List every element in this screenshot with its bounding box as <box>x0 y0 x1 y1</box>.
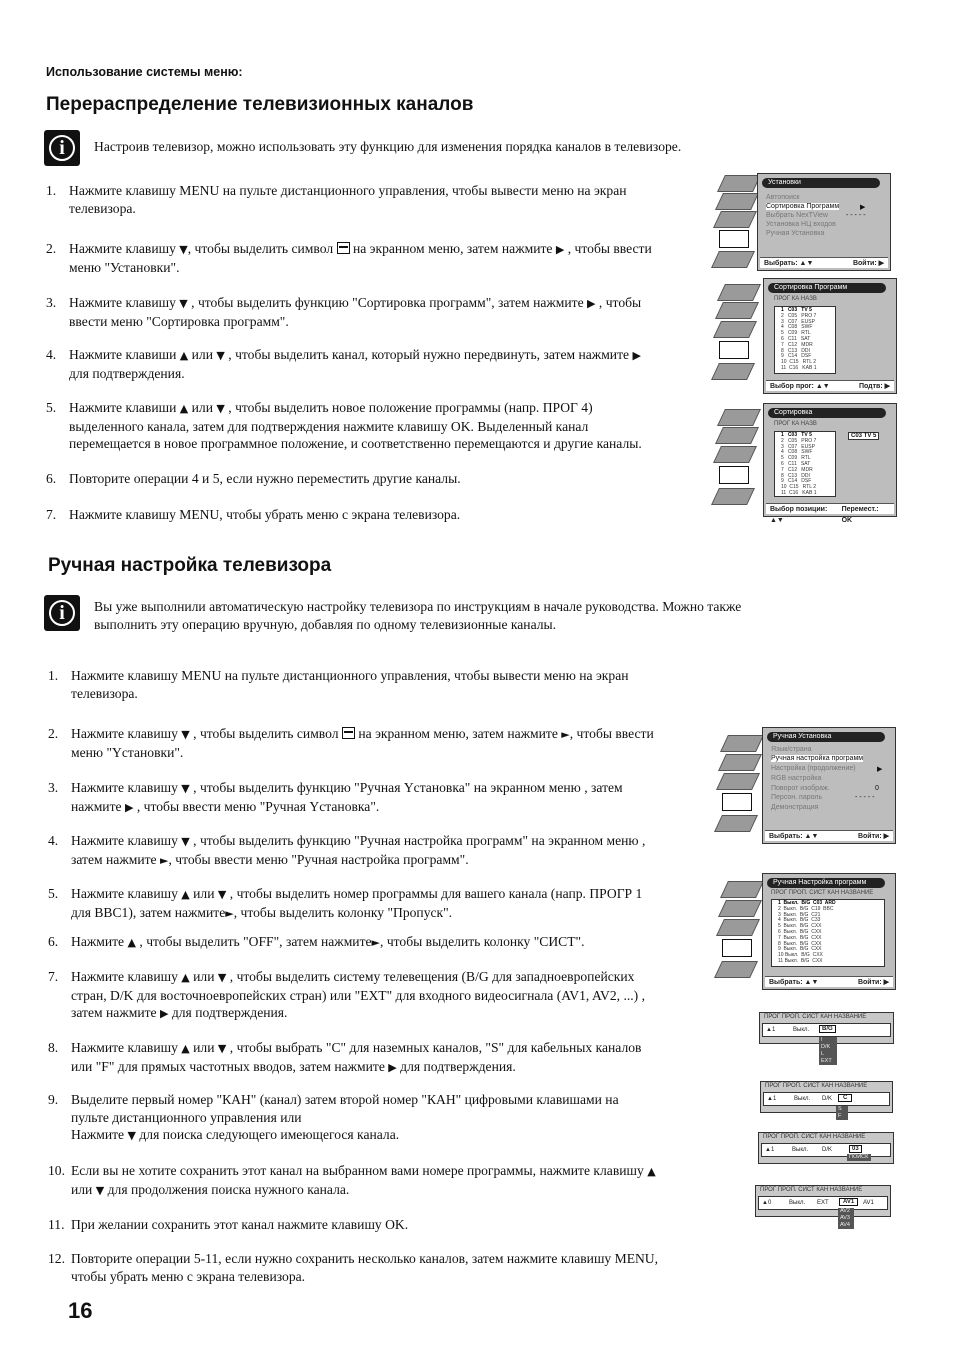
right-arrow-icon: ▶ <box>124 800 134 814</box>
down-arrow-icon: ▼ <box>181 728 190 741</box>
right-arrow-icon: ▶ <box>159 1007 169 1020</box>
step: 10. Если вы не хотите сохранить этот канал на выбранном вами номере программы, нажмите клавишу ▲ или ▼ для продолжения поиска нужного канала. <box>48 1163 656 1197</box>
list-item: 1 C03 TV 5 <box>781 307 812 313</box>
list-item: 4 C08 SWF <box>781 324 813 331</box>
list-item: 7 C12 MDR <box>781 466 813 473</box>
toolbox-icon <box>342 727 355 739</box>
list-item: 2 C05 PRO 7 <box>781 437 817 444</box>
down-arrow-icon: ▼ <box>181 835 190 848</box>
picture-tab-icon <box>717 284 761 301</box>
down-arrow-icon: ▼ <box>216 349 225 362</box>
intro-text: Вы уже выполнили автоматическую настройку телевизора по инструкциям в начале руководства. Можно также выполнить эту операцию вручную, добавляя по одному телевизионные каналы. <box>94 599 742 632</box>
step: 5. Нажмите клавиши ▲ или ▼ , чтобы выделить новое положение программы (напр. ПРОГ 4) выделенного канала, затем для подтверждения нажмите клавишу OK. Выделенный канал перемещается в новое программное положение, и соответственно перемещаются и другие каналы. <box>46 400 642 451</box>
dropdown-option: S <box>838 1106 842 1112</box>
down-arrow-icon: ▼ <box>179 243 188 256</box>
list-item: 2 Выкл. B/G C19 BBC <box>778 905 834 912</box>
section-label: Использование системы меню: <box>46 65 243 79</box>
step: 7. Нажмите клавишу ▲ или ▼ , чтобы выделить систему телевещения (B/G для западноевропейских стран, D/K для восточноевропейских стран) или "EXT" для входного видеосигнала (AV1, AV2, ...) , затем нажмите ▶ для подтверждения. <box>48 969 645 1020</box>
right-arrow-icon: ► <box>561 728 570 741</box>
dropdown-option: AV4 <box>840 1222 850 1228</box>
teletext-tab-icon <box>714 961 758 978</box>
step: 4. Нажмите клавишу ▼ , чтобы выделить функцию "Ручная настройка программ" на экранном меню , затем нажмите ►, чтобы ввести меню "Ручная настройка программ". <box>48 833 646 867</box>
tv-menu-illustration <box>713 173 891 271</box>
right-arrow-icon: ► <box>225 906 234 920</box>
list-item: 11 C16 KAB 1 <box>781 490 817 496</box>
down-arrow-icon: ▼ <box>95 1183 105 1197</box>
list-item: 6 C11 SAT <box>781 336 811 342</box>
dropdown-option: F <box>838 1113 842 1119</box>
list-item: 11 Выкл. B/G CXX <box>778 958 823 964</box>
sound-tab-icon <box>715 193 759 210</box>
picture-tab-icon <box>717 175 761 192</box>
step: 2. Нажмите клавишу ▼, чтобы выделить символ на экранном меню, затем нажмите ▶ , чтобы ввести меню "Установки". <box>46 241 652 275</box>
step: 3. Нажмите клавишу ▼ , чтобы выделить функцию "Ручная Yстановка" на экранном меню , затем нажмите ▶ , чтобы ввести меню "Ручная Yстановка". <box>48 780 623 814</box>
teletext-tab-icon <box>711 251 755 268</box>
list-item: 10 C15 RTL 2 <box>781 359 817 366</box>
features-tab-icon <box>713 321 757 338</box>
setup-tab-icon <box>722 793 752 811</box>
down-arrow-icon: ▼ <box>217 888 227 901</box>
tv-screen: Сортировка ПРОГ КА НАЗВ 1 C03 TV 5 2 C05 PRO 7 3 C07 EUSP 4 C08 SWF 5 C09 RTL 6 C11 SAT 7 C12 MDR 8 C13 DDI 9 C14 DSF 10 C15 RTL 2 11 C16 KAB 1 C03 TV 5 Выбор позиции: ▲▼ Перемест.: OK <box>763 403 897 517</box>
list-item: 6 Выкл. B/G CXX <box>778 929 822 935</box>
list-item: 1 C03 TV 5 <box>781 432 812 438</box>
features-tab-icon <box>713 446 757 463</box>
tv-screen: Ручная Настройка программ ПРОГ ПРОП. СИСТ КАН НАЗВАНИЕ 1 Выкл. B/G C03 ARD 2 Выкл. B/G C19 BBC 3 Выкл. B/G C21 4 Выкл. B/G C33 5 Выкл. B/G CXX 6 Выкл. B/G CXX 7 Выкл. B/G CXX 8 Выкл. B/G CXX 9 Выкл. B/G CXX 10 Выкл. B/G CXX 11 Выкл. B/G CXX Выбрать: ▲▼ Войти: ▶ <box>762 873 896 990</box>
list-item: 8 C13 DDI <box>781 347 810 354</box>
info-icon: i <box>44 595 80 631</box>
setup-tab-icon <box>719 466 749 484</box>
up-arrow-icon: ▲ <box>179 402 189 415</box>
tv-screen: Установки Автопоиск Сортировка Программ ▶ Выбрать NexTView - - - - - Установка НЦ входов Ручная Установка Выбрать: ▲▼ Войти: ▶ <box>757 173 891 271</box>
dropdown-option: AV3 <box>840 1215 850 1221</box>
list-item: 7 Выкл. B/G CXX <box>778 934 822 941</box>
list-item: 3 C07 EUSP <box>781 318 815 325</box>
list-item: 9 Выкл. B/G CXX <box>778 946 822 953</box>
down-arrow-icon: ▼ <box>217 1042 227 1055</box>
list-item: 11 C16 KAB 1 <box>781 365 817 371</box>
right-arrow-icon: ► <box>371 936 381 949</box>
setup-tab-icon <box>719 230 749 248</box>
list-item: 3 Выкл. B/G C21 <box>778 911 821 918</box>
up-arrow-icon: ▲ <box>127 936 136 949</box>
teletext-tab-icon <box>714 815 758 832</box>
step: 9. Выделите первый номер "КАН" (канал) затем второй номер "КАН" цифровыми клавишами на пульте дистанционного управления или Нажмите ▼ для поиска следующего имеющегося канала. <box>48 1092 619 1142</box>
teletext-tab-icon <box>711 488 755 505</box>
dropdown-option: D/K <box>821 1044 831 1050</box>
down-arrow-icon: ▼ <box>217 971 227 984</box>
sound-tab-icon <box>718 900 762 917</box>
down-arrow-icon: ▼ <box>179 297 188 310</box>
list-item: 1 Выкл. B/G C03 ARD <box>778 900 836 906</box>
step: 8. Нажмите клавишу ▲ или ▼ , чтобы выбрать "C" для наземных каналов, "S" для кабельных каналов или "F" для прямых частотных вводов, затем нажмите ▶ для подтверждения. <box>48 1040 642 1074</box>
up-arrow-icon: ▲ <box>181 888 190 901</box>
tv-screen: Ручная Установка Язык/страна Ручная настройка программ Настройка (продолжение) ▶ RGB настройка Поворот изображ. 0 Персон. пароль - - - - - Демонстрация Выбрать: ▲▼ Войти: ▶ <box>762 727 896 844</box>
right-arrow-icon: ▶ <box>587 297 596 310</box>
up-arrow-icon: ▲ <box>647 1165 656 1178</box>
step: 4. Нажмите клавиши ▲ или ▼ , чтобы выделить канал, который нужно передвинуть, затем нажмите ▶ для подтверждения. <box>46 347 641 381</box>
setup-tab-icon <box>722 939 752 957</box>
intro-text: Настроив телевизор, можно использовать эту функцию для изменения порядка каналов в телевизоре. <box>94 139 682 154</box>
step: 6. Нажмите ▲ , чтобы выделить "OFF", затем нажмите►, чтобы выделить колонку "СИСТ". <box>48 934 585 949</box>
toolbox-icon <box>337 242 350 254</box>
info-icon: i <box>44 130 80 166</box>
dropdown-option: ПОИСК <box>849 1154 869 1160</box>
tv-strip-illustration: ПРОГ ПРОП. СИСТ КАН НАЗВАНИЕ ▲0 Выкл. EXT AV1 AV1 AV2 AV3 AV4 <box>755 1185 891 1217</box>
tv-strip-illustration: ПРОГ ПРОП. СИСТ КАН НАЗВАНИЕ ▲1 Выкл. D/K 03 ПОИСК <box>758 1132 894 1164</box>
list-item: 8 C13 DDI <box>781 472 810 479</box>
up-arrow-icon: ▲ <box>179 349 189 362</box>
sound-tab-icon <box>718 754 762 771</box>
step: 7. Нажмите клавишу MENU, чтобы убрать меню с экрана телевизора. <box>46 507 461 522</box>
dropdown-option: I <box>821 1037 823 1043</box>
step: 5. Нажмите клавишу ▲ или ▼ , чтобы выделить номер программы для вашего канала (напр. ПРОГР 1 для BBC1), затем нажмите►, чтобы выделить колонку "Пропуск". <box>48 886 643 920</box>
list-item: 5 C09 RTL <box>781 455 811 462</box>
step: 1. Нажмите клавишу MENU на пульте дистанционного управления, чтобы вывести меню на экран телевизора. <box>46 183 627 216</box>
down-arrow-icon: ▼ <box>127 1129 136 1142</box>
list-item: 6 C11 SAT <box>781 461 811 467</box>
right-arrow-icon: ▶ <box>632 349 641 362</box>
section-title: Перераспределение телевизионных каналов <box>46 94 474 115</box>
right-arrow-icon: ► <box>159 853 169 867</box>
section-title: Ручная настройка телевизора <box>48 555 332 576</box>
dropdown-option: L <box>821 1051 825 1057</box>
list-item: 5 C09 RTL <box>781 330 811 337</box>
sound-tab-icon <box>715 427 759 444</box>
list-item: 8 Выкл. B/G CXX <box>778 940 822 947</box>
list-item: 5 Выкл. B/G CXX <box>778 923 822 930</box>
up-arrow-icon: ▲ <box>181 971 190 984</box>
tv-screen: Сортировка Программ ПРОГ КА НАЗВ 1 C03 TV 5 2 C05 PRO 7 3 C07 EUSP 4 C08 SWF 5 C09 RTL 6 C11 SAT 7 C12 MDR 8 C13 DDI 9 C14 DSF 10 C15 RTL 2 11 C16 KAB 1 Выбор прог: ▲▼ Подтв: ▶ <box>763 278 897 394</box>
step: 12. Повторите операции 5-11, если нужно сохранить несколько каналов, затем нажмите клавишу MENU, чтобы убрать меню с экрана телевизора. <box>48 1251 659 1284</box>
dropdown-option: EXT <box>821 1058 832 1064</box>
step: 3. Нажмите клавишу ▼ , чтобы выделить функцию "Сортировка программ", затем нажмите ▶ , чтобы ввести меню "Сортировка программ". <box>46 295 642 329</box>
features-tab-icon <box>713 211 757 228</box>
tv-strip-illustration: ПРОГ ПРОП. СИСТ КАН НАЗВАНИЕ ▲1 Выкл. B/G I D/K L EXT <box>759 1012 894 1044</box>
right-arrow-icon: ▶ <box>555 243 565 256</box>
tv-strip-illustration: ПРОГ ПРОП. СИСТ КАН НАЗВАНИЕ ▲1 Выкл. D/K C S F <box>760 1081 893 1113</box>
picture-tab-icon <box>717 409 761 426</box>
list-item: 10 Выкл. B/G CXX <box>778 952 823 959</box>
list-item: 9 C14 DSF <box>781 478 812 485</box>
down-arrow-icon: ▼ <box>181 782 190 795</box>
tv-menu-illustration <box>716 873 896 990</box>
tv-menu-illustration <box>713 403 897 524</box>
page-number: 16 <box>68 1298 93 1323</box>
picture-tab-icon <box>720 881 764 898</box>
list-item: 4 C08 SWF <box>781 449 813 456</box>
step: 11. При желании сохранить этот канал нажмите клавишу OK. <box>48 1217 409 1232</box>
step: 6. Повторите операции 4 и 5, если нужно переместить другие каналы. <box>46 471 461 486</box>
picture-tab-icon <box>720 735 764 752</box>
setup-tab-icon <box>719 341 749 359</box>
list-item: 3 C07 EUSP <box>781 443 815 450</box>
right-arrow-icon: ▶ <box>388 1060 397 1074</box>
list-item: 4 Выкл. B/G C33 <box>778 917 821 924</box>
list-item: 9 C14 DSF <box>781 353 812 360</box>
step: 1. Нажмите клавишу MENU на пульте дистанционного управления, чтобы вывести меню на экран телевизора. <box>48 668 629 701</box>
features-tab-icon <box>716 919 760 936</box>
features-tab-icon <box>716 773 760 790</box>
sound-tab-icon <box>715 302 759 319</box>
dropdown-option: AV2 <box>840 1208 850 1214</box>
tv-menu-illustration <box>713 278 897 394</box>
list-item: 10 C15 RTL 2 <box>781 484 817 491</box>
up-arrow-icon: ▲ <box>181 1042 190 1055</box>
list-item: 7 C12 MDR <box>781 341 813 348</box>
teletext-tab-icon <box>711 363 755 380</box>
down-arrow-icon: ▼ <box>216 402 225 415</box>
list-item: 2 C05 PRO 7 <box>781 312 817 319</box>
tv-menu-illustration <box>716 727 896 844</box>
step: 2. Нажмите клавишу ▼ , чтобы выделить символ на экранном меню, затем нажмите ►, чтобы ввести меню "Yстановки". <box>48 726 654 760</box>
